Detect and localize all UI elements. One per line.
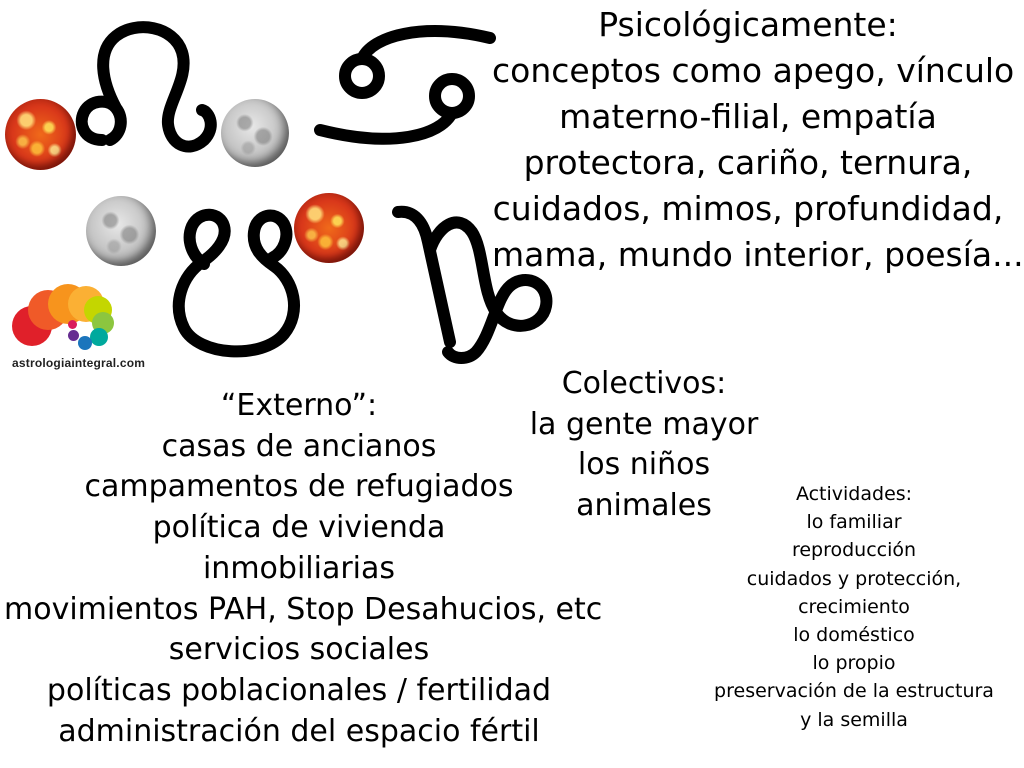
- actividades-block: [702, 480, 1006, 734]
- colectivos-line: los niños: [577, 447, 711, 482]
- psicologicamente-line: protectora, cariño, ternura,: [523, 143, 973, 182]
- leo-glyph-icon: [70, 12, 230, 162]
- externo-line: políticas poblacionales / fertilidad: [46, 672, 552, 708]
- cancer-glyph-icon: [312, 16, 502, 151]
- externo-line: inmobiliarias: [202, 550, 396, 586]
- colectivos-title: Colectivos:: [561, 366, 727, 401]
- sun-planet-icon: [5, 99, 76, 170]
- sun-planet-icon: [294, 193, 364, 263]
- colectivos-line: la gente mayor: [529, 406, 759, 442]
- moon-planet-icon: [86, 196, 156, 266]
- actividades-line: y la semilla: [800, 708, 908, 731]
- moon-planet-icon: [221, 99, 289, 167]
- psicologicamente-line: mama, mundo interior, poesía...: [492, 235, 1024, 274]
- externo-line: casas de ancianos: [161, 428, 437, 464]
- node-glyph-icon: [162, 196, 312, 366]
- externo-line: movimientos PAH, Stop Desahucios, etc: [4, 591, 603, 627]
- externo-line: administración del espacio fértil: [58, 713, 540, 749]
- externo-block: [4, 386, 603, 752]
- psicologicamente-line: materno-filial, empatía: [559, 97, 937, 136]
- actividades-line: lo doméstico: [793, 624, 915, 647]
- actividades-line: cuidados y protección,: [746, 567, 962, 590]
- psicologicamente-line: conceptos como apego, vínculo: [492, 51, 1015, 90]
- externo-line: servicios sociales: [168, 632, 430, 668]
- externo-title: “Externo”:: [220, 388, 378, 423]
- actividades-line: reproducción: [791, 539, 917, 562]
- externo-line: política de vivienda: [152, 510, 446, 546]
- psicologicamente-title: Psicológicamente:: [598, 5, 898, 44]
- psicologicamente-line: cuidados, mimos, profundidad,: [492, 189, 1004, 228]
- psicologicamente-block: [492, 2, 1024, 278]
- colectivos-line: animales: [576, 487, 712, 523]
- actividades-line: crecimiento: [798, 595, 910, 618]
- logo-text: astrologiaintegral.com: [12, 356, 146, 370]
- actividades-line: preservación de la estructura: [714, 680, 994, 703]
- actividades-line: lo propio: [812, 652, 896, 675]
- actividades-title: Actividades:: [795, 483, 913, 505]
- actividades-line: lo familiar: [806, 511, 902, 534]
- externo-line: campamentos de refugiados: [84, 469, 514, 505]
